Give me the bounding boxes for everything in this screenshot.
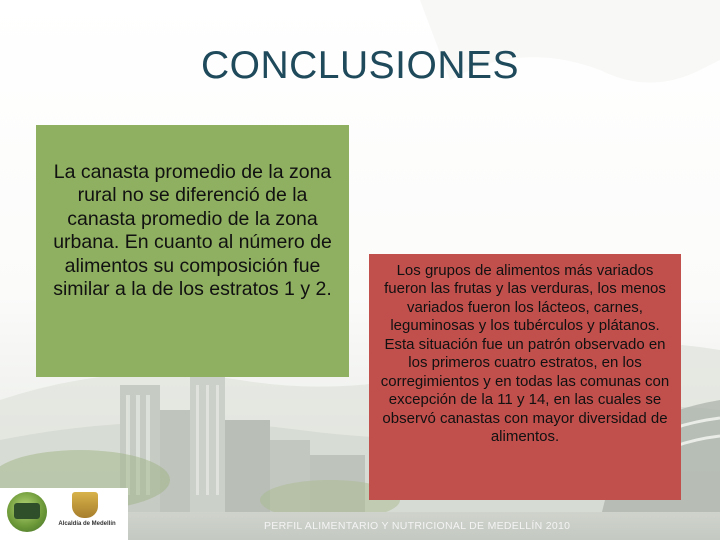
slide-title: CONCLUSIONES <box>200 44 520 87</box>
food-groups-conclusion-text: Los grupos de alimentos más variados fueron las frutas y las verduras, los menos variados fueron los lácteos, carnes, leguminosas y los tubérculos y plátanos. Esta situación fue un patrón observado en los primeros cuatro estratos, en los corregimientos y en todas las comunas con excepción de la 11 y 14, en las cuales se observó canastas con mayor diversidad de alimentos. <box>380 262 670 445</box>
logo-badge-center <box>14 503 40 519</box>
rural-conclusion-text: La canasta promedio de la zona rural no se diferenció de la canasta promedio de la zona urbana. En cuanto al número de alimentos su composición fue similar a la de los estratos 1 y 2. <box>53 161 332 300</box>
alcaldia-shield-logo <box>72 492 98 518</box>
alcaldia-logo-caption: Alcaldía de Medellín <box>58 521 116 527</box>
food-groups-conclusion-box <box>369 254 681 500</box>
rural-conclusion-box <box>36 125 349 377</box>
footer-title: PERFIL ALIMENTARIO Y NUTRICIONAL DE MEDELLÍN 2010 <box>264 520 571 532</box>
